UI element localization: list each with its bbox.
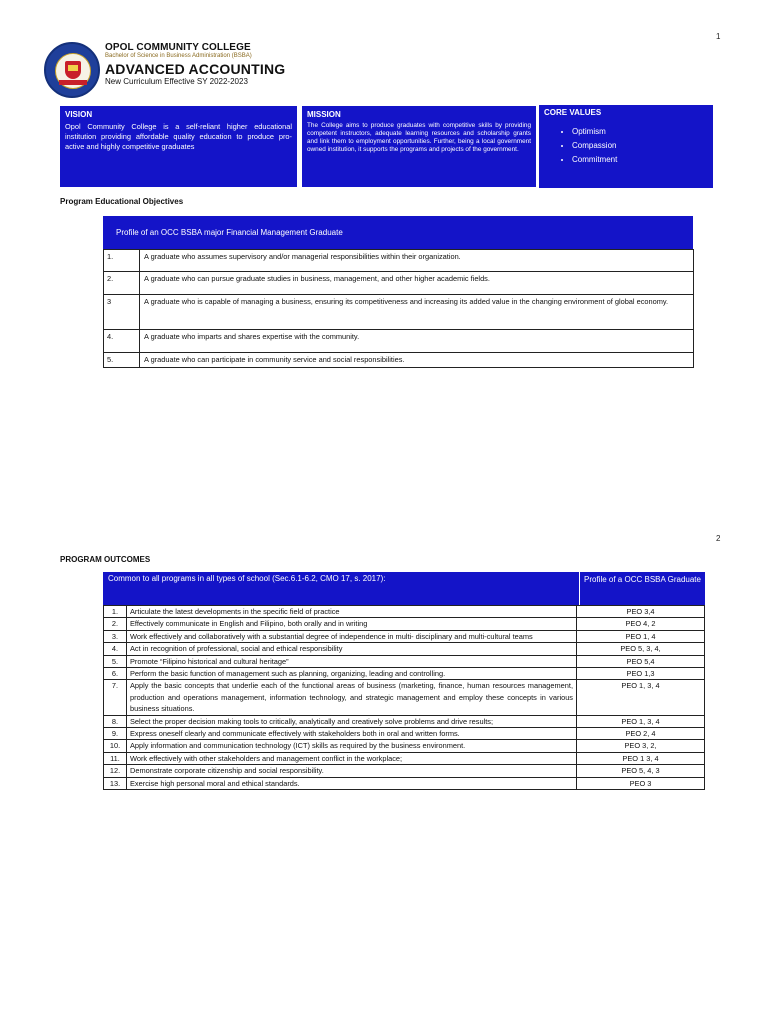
peo-number: 2. [104,272,140,295]
table-row [104,668,705,680]
table-row [104,606,705,618]
core-value-item: • Compassion [572,139,708,153]
vision-box [60,106,297,187]
outcomes-col1-header: Common to all programs in all types of school (Sec.6.1-6.2, CMO 17, s. 2017): [103,572,579,605]
table-row [104,765,705,777]
outcome-peo: PEO 2, 4 [577,728,705,740]
outcome-peo: PEO 1, 3, 4 [577,715,705,727]
outcome-description: Perform the basic function of management such as planning, organizing, leading and controlling. [127,668,577,680]
table-row [104,250,694,272]
outcome-peo: PEO 3, 2, [577,740,705,752]
peo-number: 4. [104,330,140,353]
outcome-peo: PEO 3,4 [577,606,705,618]
curriculum-note: New Curriculum Effective SY 2022-2023 [105,77,248,86]
table-row [104,272,694,295]
peo-table-header: Profile of an OCC BSBA major Financial Management Graduate [103,216,693,249]
table-row [104,752,705,764]
peo-description: A graduate who imparts and shares expertise with the community. [140,330,694,353]
outcome-description: Work effectively and collaboratively with a substantial degree of independence in multi- disciplinary and multi-cultural teams [127,630,577,642]
outcome-number: 2. [104,618,127,630]
table-row [104,353,694,368]
core-value-item: • Optimism [572,125,708,139]
table-row [104,777,705,789]
outcome-peo: PEO 5, 3, 4, [577,643,705,655]
outcome-number: 9. [104,728,127,740]
page-number: 1 [716,32,721,41]
outcome-number: 7. [104,680,127,715]
outcome-description: Apply information and communication technology (ICT) skills as required by the business environment. [127,740,577,752]
peo-number: 1. [104,250,140,272]
table-row [104,630,705,642]
table-row [104,330,694,353]
table-row [104,715,705,727]
table-row [104,643,705,655]
outcome-description: Promote “Filipino historical and cultural heritage” [127,655,577,667]
college-seal-logo [44,42,100,98]
peo-description: A graduate who assumes supervisory and/or managerial responsibilities within their organization. [140,250,694,272]
outcome-number: 8. [104,715,127,727]
outcome-description: Act in recognition of professional, social and ethical responsibility [127,643,577,655]
vision-title: VISION [65,110,93,119]
vision-text: Opol Community College is a self-reliant higher educational institution providing affordable quality education to produce pro-active and highly competitive graduates [65,122,292,151]
core-values-title: CORE VALUES [544,108,602,117]
table-row [104,740,705,752]
mission-title: MISSION [307,110,341,119]
table-row [104,680,705,715]
peo-description: A graduate who can participate in community service and social responsibilities. [140,353,694,368]
core-values-box [539,105,713,188]
core-value-item: • Commitment [572,153,708,167]
outcome-description: Effectively communicate in English and Filipino, both orally and in writing [127,618,577,630]
college-name: OPOL COMMUNITY COLLEGE [105,42,251,53]
outcome-peo: PEO 5, 4, 3 [577,765,705,777]
outcome-peo: PEO 4, 2 [577,618,705,630]
peo-table [103,249,694,368]
outcome-description: Apply the basic concepts that underlie each of the functional areas of business (marketing, finance, human resources management, production and operations management, information technology, and strategic management and employ these concepts in various business situations. [127,680,577,715]
outcomes-table [103,605,705,790]
course-title: ADVANCED ACCOUNTING [105,61,286,77]
outcome-description: Articulate the latest developments in the specific field of practice [127,606,577,618]
degree-program: Bachelor of Science in Business Administration (BSBA) [105,53,252,59]
outcome-description: Select the proper decision making tools to critically, analytically and creatively solve problems and drive results; [127,715,577,727]
outcome-number: 6. [104,668,127,680]
outcome-number: 4. [104,643,127,655]
outcome-number: 12. [104,765,127,777]
table-row [104,655,705,667]
outcome-description: Work effectively with other stakeholders and management conflict in the workplace; [127,752,577,764]
outcomes-col2-header: Profile of a OCC BSBA Graduate [580,572,705,605]
outcome-description: Demonstrate corporate citizenship and social responsibility. [127,765,577,777]
peo-description: A graduate who is capable of managing a business, ensuring its competitiveness and increasing its added value in the changing environment of global economy. [140,295,694,330]
outcome-number: 5. [104,655,127,667]
peo-number: 5. [104,353,140,368]
peo-description: A graduate who can pursue graduate studies in business, management, and other higher academic fields. [140,272,694,295]
outcome-number: 3. [104,630,127,642]
table-row [104,618,705,630]
peo-section-title: Program Educational Objectives [60,197,184,206]
outcomes-table-header [103,572,705,605]
mission-box [302,106,536,187]
table-row [104,295,694,330]
outcome-peo: PEO 1, 3, 4 [577,680,705,715]
mission-text: The College aims to produce graduates with competitive skills by providing competent instructors, adequate learning resources and scholarship grants and link them to employment opportunities. Further, being a local government owned institution, it supports the programs and projects of the government. [307,122,531,153]
outcome-number: 10. [104,740,127,752]
outcomes-section-title: PROGRAM OUTCOMES [60,555,151,564]
outcome-description: Exercise high personal moral and ethical standards. [127,777,577,789]
peo-number: 3 [104,295,140,330]
outcome-peo: PEO 1, 4 [577,630,705,642]
outcome-number: 13. [104,777,127,789]
outcome-number: 1. [104,606,127,618]
outcome-number: 11. [104,752,127,764]
core-values-list [544,125,708,167]
outcome-peo: PEO 3 [577,777,705,789]
outcome-peo: PEO 5,4 [577,655,705,667]
outcome-peo: PEO 1,3 [577,668,705,680]
table-row [104,728,705,740]
page-number: 2 [716,534,721,543]
outcome-peo: PEO 1 3, 4 [577,752,705,764]
outcome-description: Express oneself clearly and communicate effectively with stakeholders both in oral and written forms. [127,728,577,740]
